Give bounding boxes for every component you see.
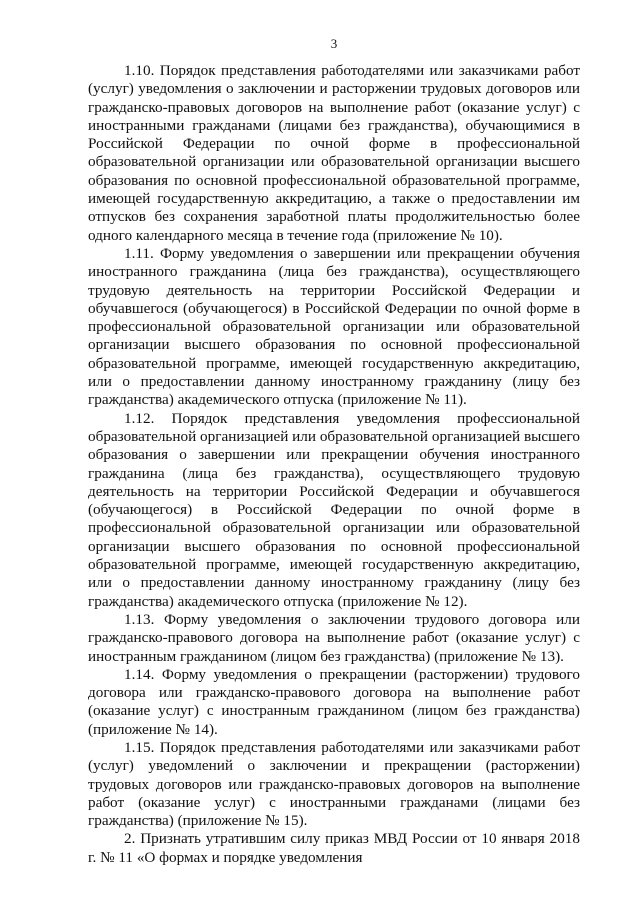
paragraph-1-13: 1.13. Форму уведомления о заключении трудового договора или гражданско-правового договора на выполнение работ (оказание услуг) с иностранным гражданином (лицом без гражданства) (приложение № 13). bbox=[88, 610, 580, 665]
paragraph-2: 2. Признать утратившим силу приказ МВД России от 10 января 2018 г. № 11 «О формах и порядке уведомления bbox=[88, 830, 580, 866]
document-body bbox=[88, 62, 580, 867]
paragraph-1-14: 1.14. Форму уведомления о прекращении (расторжении) трудового договора или гражданско-правового договора на выполнение работ (оказание услуг) с иностранным гражданином (лицом без гражданства) (приложение № 14). bbox=[88, 665, 580, 738]
page-number: 3 bbox=[330, 36, 338, 51]
paragraph-1-15: 1.15. Порядок представления работодателями или заказчиками работ (услуг) уведомлений о заключении и прекращении (расторжении) трудовых договоров или гражданско-правовых договоров на выполнение работ (оказание услуг) с иностранными гражданами (лицами без гражданства) (приложение № 15). bbox=[88, 738, 580, 830]
paragraph-1-12: 1.12. Порядок представления уведомления профессиональной образовательной организацией или образовательной организацией высшего образования о завершении или прекращении обучения иностранного гражданина (лица без гражданства), осуществляющего трудовую деятельность на территории Российской Федерации и обучавшегося (обучающегося) в Российской Федерации по очной форме в профессиональной образовательной организации или образовательной организации высшего образования по основной профессиональной образовательной программе, имеющей государственную аккредитацию, или о предоставлении данному иностранному гражданину (лицу без гражданства) академического отпуска (приложение № 12). bbox=[88, 409, 580, 610]
paragraph-1-10: 1.10. Порядок представления работодателями или заказчиками работ (услуг) уведомления о заключении и расторжении трудовых договоров или гражданско-правовых договоров на выполнение работ (оказание услуг) с иностранными гражданами (лицами без гражданства), обучающимися в Российской Федерации по очной форме в профессиональной образовательной организации или образовательной организации высшего образования по основной профессиональной образовательной программе, имеющей государственную аккредитацию, а также о предоставлении им отпусков без сохранения заработной платы продолжительностью более одного календарного месяца в течение года (приложение № 10). bbox=[88, 62, 580, 244]
paragraph-1-11: 1.11. Форму уведомления о завершении или прекращении обучения иностранного гражданина (лица без гражданства), осуществляющего трудовую деятельность на территории Российской Федерации и обучавшегося (обучающегося) в Российской Федерации по очной форме в профессиональной образовательной организации или образовательной организации высшего образования по основной профессиональной образовательной программе, имеющей государственную аккредитацию, или о предоставлении данному иностранному гражданину (лицу без гражданства) академического отпуска (приложение № 11). bbox=[88, 244, 580, 409]
